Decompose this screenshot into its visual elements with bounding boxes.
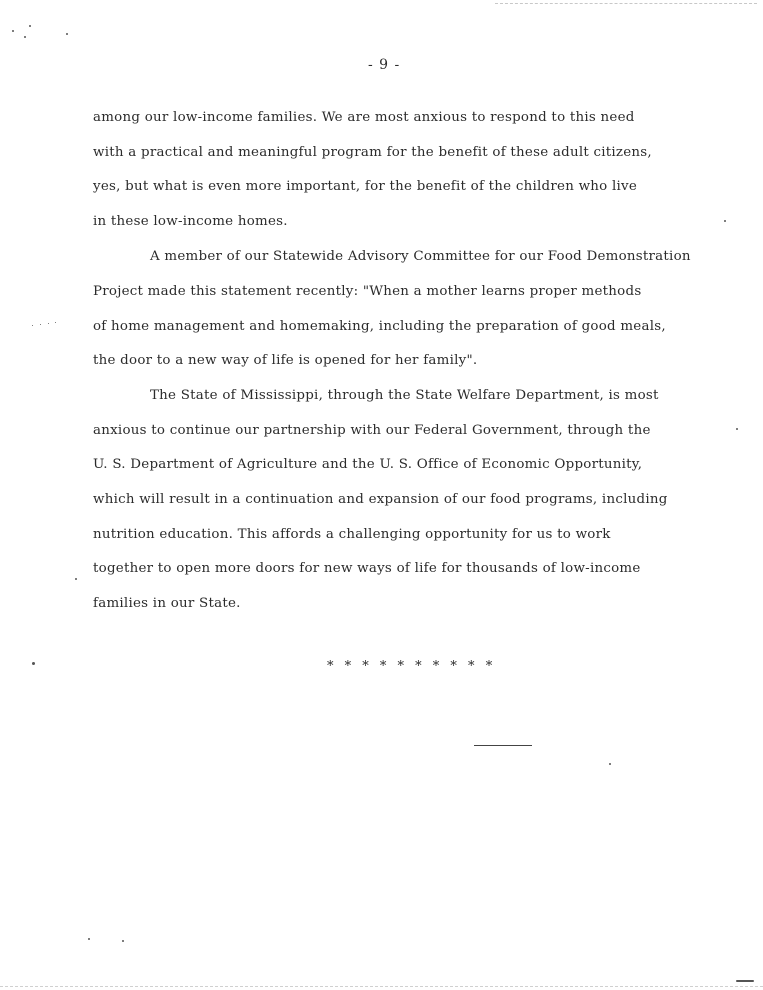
text-line: families in our State.	[93, 596, 241, 611]
text-line: together to open more doors for new ways of life for thousands of low-income	[93, 561, 641, 576]
text-line: yes, but what is even more important, for the benefit of the children who live	[93, 179, 638, 194]
scan-speck	[24, 36, 26, 38]
text-line: of home management and homemaking, including the preparation of good meals,	[93, 319, 666, 334]
scan-speck	[32, 662, 35, 665]
text-line: A member of our Statewide Advisory Committee for our Food Demonstration	[150, 249, 691, 264]
scan-speck	[609, 763, 611, 765]
horizontal-rule	[474, 745, 532, 746]
scan-speck	[88, 938, 90, 940]
text-line: in these low-income homes.	[93, 214, 288, 229]
text-line: among our low-income families. We are most anxious to respond to this need	[93, 110, 635, 125]
text-line: The State of Mississippi, through the State Welfare Department, is most	[150, 388, 659, 403]
top-edge-mark	[495, 3, 757, 4]
section-separator: * * * * * * * * * *	[327, 659, 496, 674]
scan-speck	[40, 324, 41, 325]
scan-speck	[55, 322, 56, 323]
scan-speck	[12, 30, 14, 32]
scan-speck	[75, 578, 77, 580]
scan-speck	[122, 940, 124, 942]
page-number: - 9 -	[368, 57, 401, 73]
text-line: anxious to continue our partnership with our Federal Government, through the	[93, 423, 651, 438]
text-line: the door to a new way of life is opened for her family".	[93, 353, 478, 368]
text-line: nutrition education. This affords a challenging opportunity for us to work	[93, 527, 611, 542]
text-line: which will result in a continuation and expansion of our food programs, including	[93, 492, 668, 507]
text-line: with a practical and meaningful program for the benefit of these adult citizens,	[93, 145, 652, 160]
text-line: U. S. Department of Agriculture and the U. S. Office of Economic Opportunity,	[93, 457, 643, 472]
scan-speck	[48, 323, 49, 324]
scan-speck	[32, 325, 33, 326]
scan-speck	[724, 220, 726, 222]
scan-speck	[736, 980, 754, 982]
text-line: Project made this statement recently: "When a mother learns proper methods	[93, 284, 642, 299]
bottom-edge-mark	[0, 986, 763, 987]
scan-speck	[66, 33, 68, 35]
scan-speck	[736, 428, 738, 430]
scan-speck	[29, 25, 31, 27]
